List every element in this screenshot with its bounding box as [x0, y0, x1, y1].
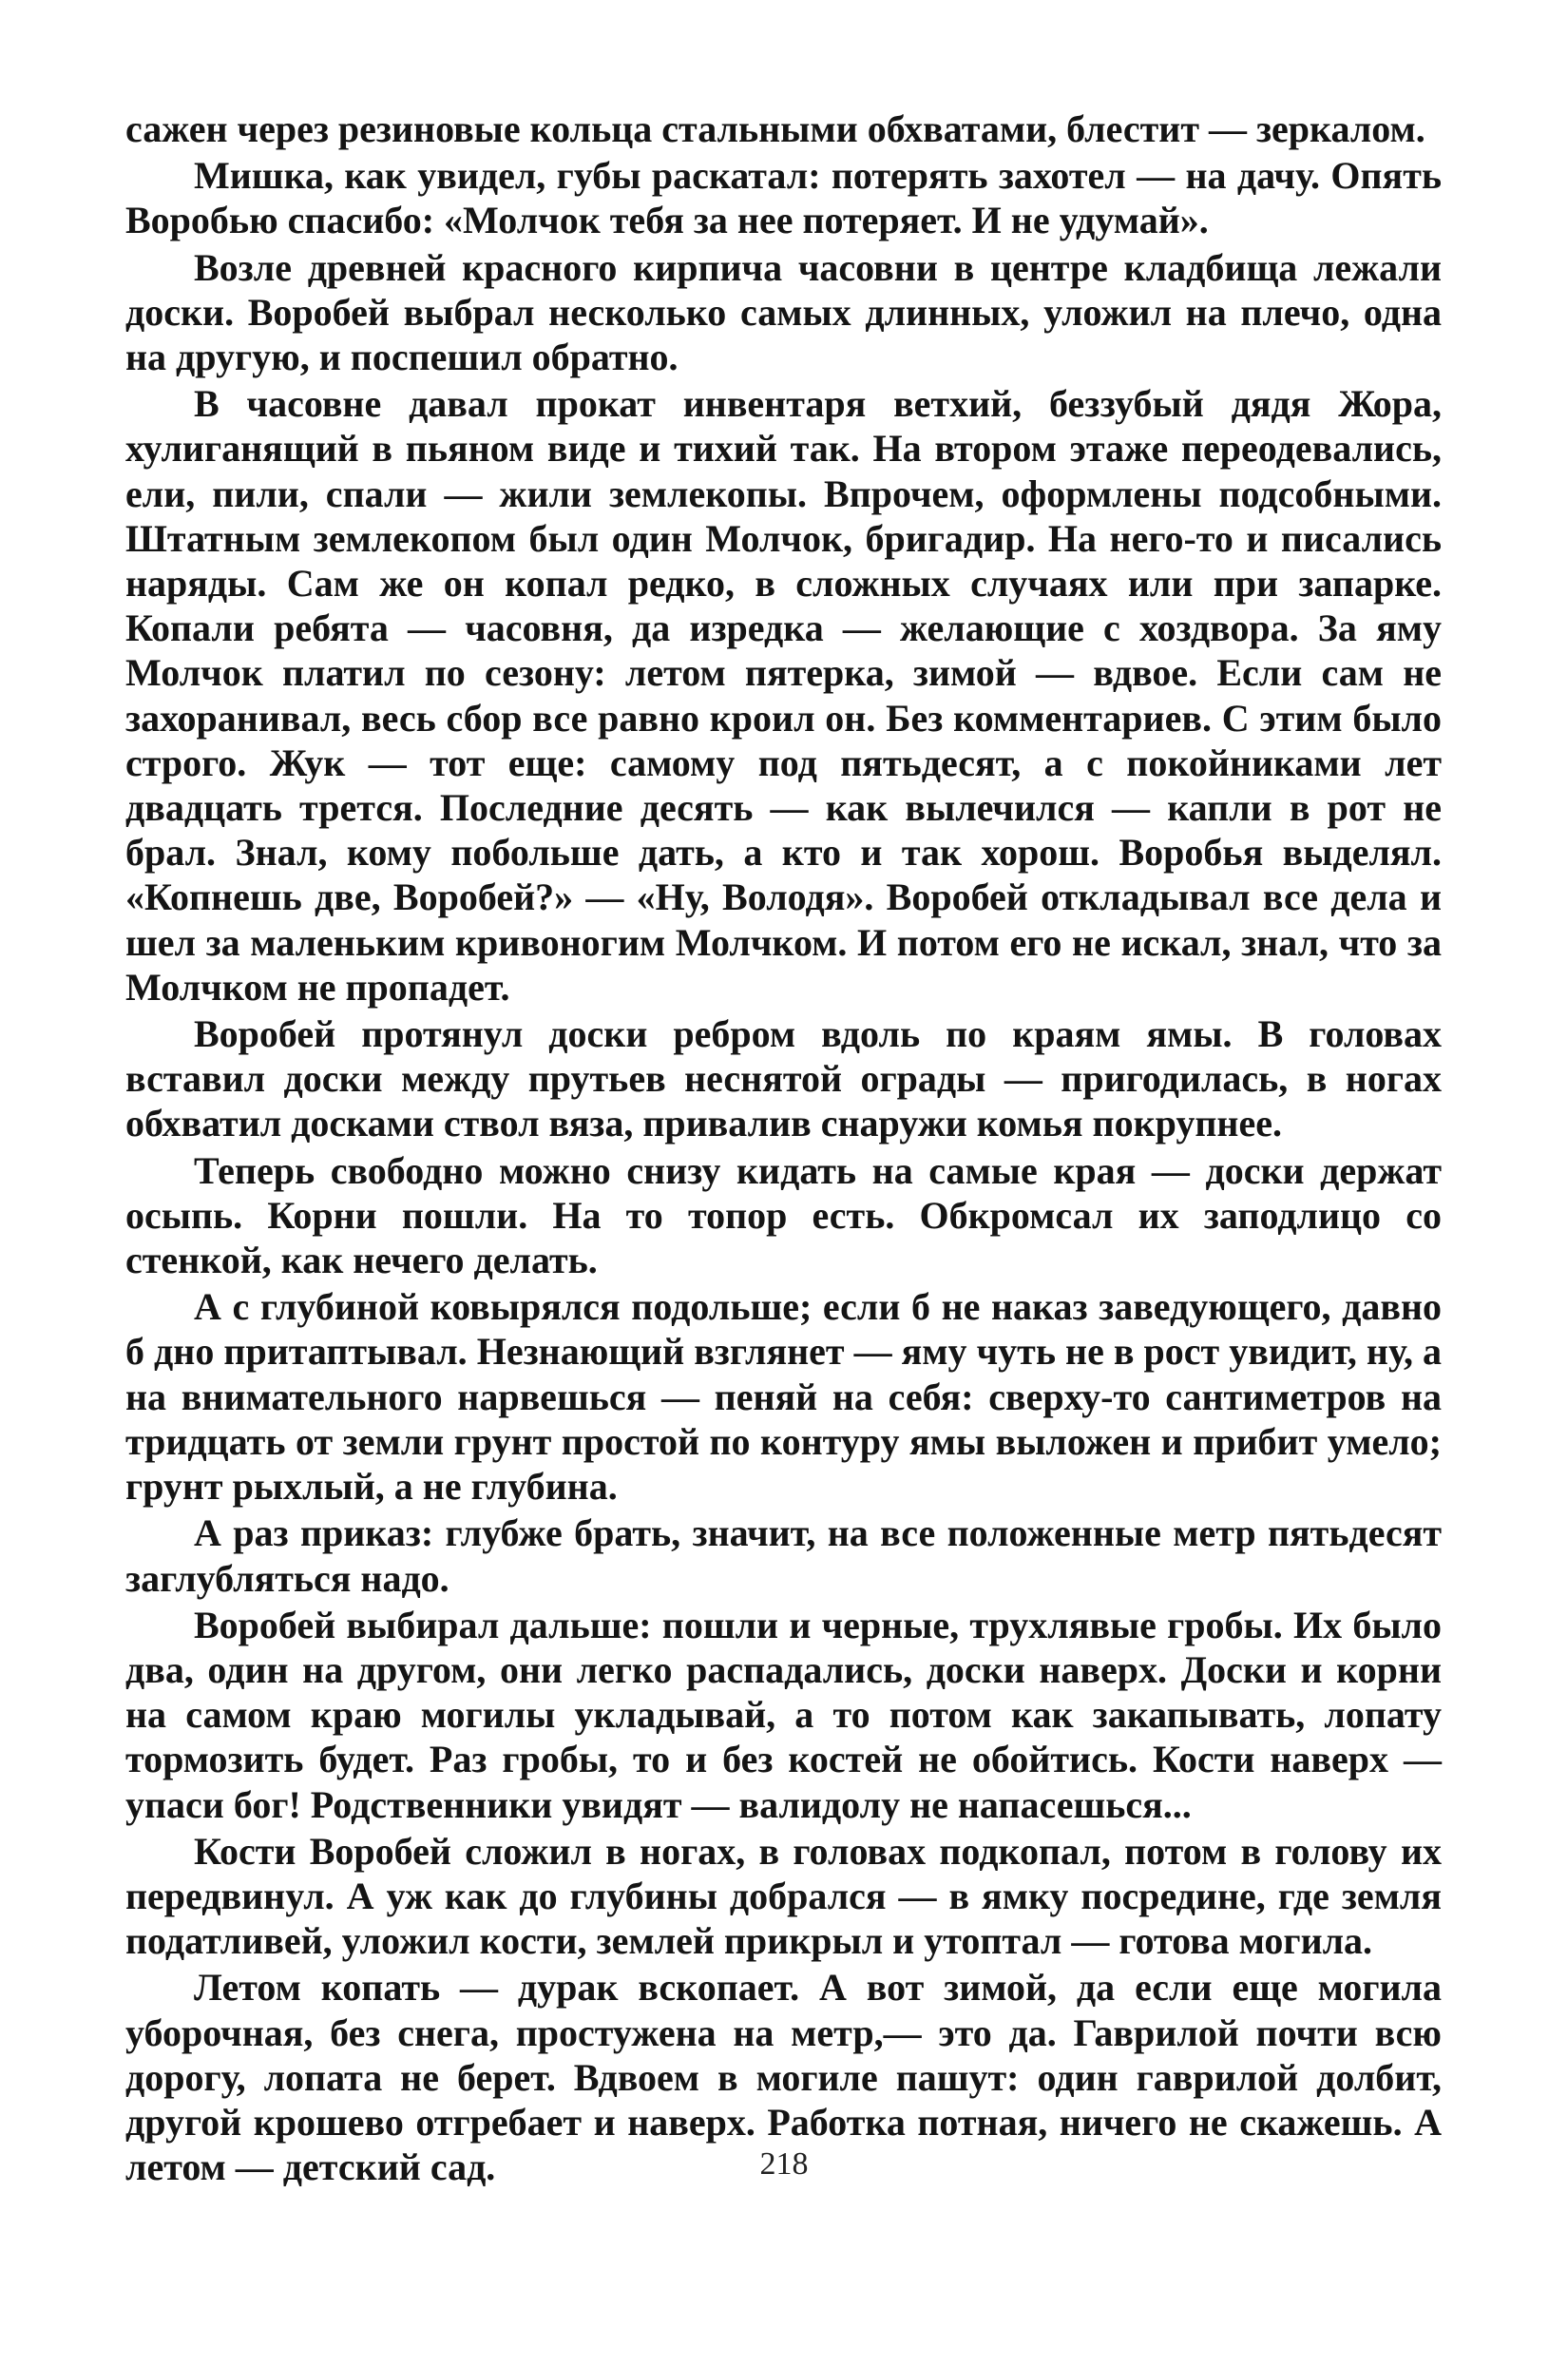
paragraph: Возле древней красного кирпича часовни в центре кладбища лежали доски. Воробей выбрал несколько самых длинных, уложил на плечо, одна на другую, и поспешил обратно. — [125, 245, 1442, 379]
paragraph: Мишка, как увидел, губы раскатал: потерять захотел — на дачу. Опять Воробью спасибо: «Молчок тебя за нее потеряет. И не удумай». — [125, 154, 1442, 242]
paragraph: А раз приказ: глубже брать, значит, на все положенные метр пятьдесят заглубляться надо. — [125, 1511, 1442, 1600]
paragraph: Воробей протянул доски ребром вдоль по краям ямы. В головах вставил доски между прутьев неснятой ограды — пригодилась, в ногах обхватил досками ствол вяза, привалив снаружи комья покрупнее. — [125, 1012, 1442, 1145]
paragraph: сажен через резиновые кольца стальными обхватами, блестит — зеркалом. — [125, 107, 1425, 150]
paragraph: Летом копать — дурак вскопает. А вот зимой, да если еще могила уборочная, без снега, простужена на метр,— это да. Гаврилой почти всю дорогу, лопата не берет. Вдвоем в могиле пашут: один гаврилой долбит, другой крошево отгребает и наверх. Работка потная, ничего не скажешь. А летом — детский сад. — [125, 1966, 1442, 2189]
paragraph: Теперь свободно можно снизу кидать на самые края — доски держат осыпь. Корни пошли. На то топор есть. Обкромсал их заподлицо со стенкой, как нечего делать. — [125, 1148, 1442, 1282]
paragraph: Кости Воробей сложил в ногах, в головах подкопал, потом в голову их передвинул. А уж как до глубины добрался — в ямку посредине, где земля податливей, уложил кости, землей прикрыл и утоптал — готова могила. — [125, 1829, 1442, 1963]
page-text — [125, 106, 1442, 2191]
paragraph: А с глубиной ковырялся подольше; если б не наказ заведующего, давно б дно притаптывал. Незнающий взглянет — яму чуть не в рост увидит, ну, а на внимательного нарвешься — пеняй на себя: сверху-то сантиметров на тридцать от земли грунт простой по контуру ямы выложен и прибит умело; грунт рыхлый, а не глубина. — [125, 1285, 1442, 1509]
page-number: 218 — [759, 2146, 809, 2182]
paragraph: Воробей выбирал дальше: пошли и черные, трухлявые гробы. Их было два, один на другом, они легко распадались, доски наверх. Доски и корни на самом краю могилы укладывай, а то потом как закапывать, лопату тормозить будет. Раз гробы, то и без костей не обойтись. Кости наверх — упаси бог! Родственники увидят — валидолу не напасешься... — [125, 1603, 1442, 1826]
paragraph: В часовне давал прокат инвентаря ветхий, беззубый дядя Жора, хулиганящий в пьяном виде и тихий так. На втором этаже переодевались, ели, пили, спали — жили землекопы. Впрочем, оформлены подсобными. Штатным землекопом был один Молчок, бригадир. На него-то и писались наряды. Сам же он копал редко, в сложных случаях или при запарке. Копали ребята — часовня, да изредка — желающие с хоздвора. За яму Молчок платил по сезону: летом пятерка, зимой — вдвое. Если сам не захоранивал, весь сбор все равно кроил он. Без комментариев. С этим было строго. Жук — тот еще: самому под пятьдесят, а с покойниками лет двадцать трется. Последние десять — как вылечился — капли в рот не брал. Знал, кому побольше дать, а кто и так хорош. Воробья выделял. «Копнешь две, Воробей?» — «Ну, Володя». Воробей откладывал все дела и шел за маленьким кривоногим Молчком. И потом его не искал, знал, что за Молчком не пропадет. — [125, 382, 1442, 1009]
